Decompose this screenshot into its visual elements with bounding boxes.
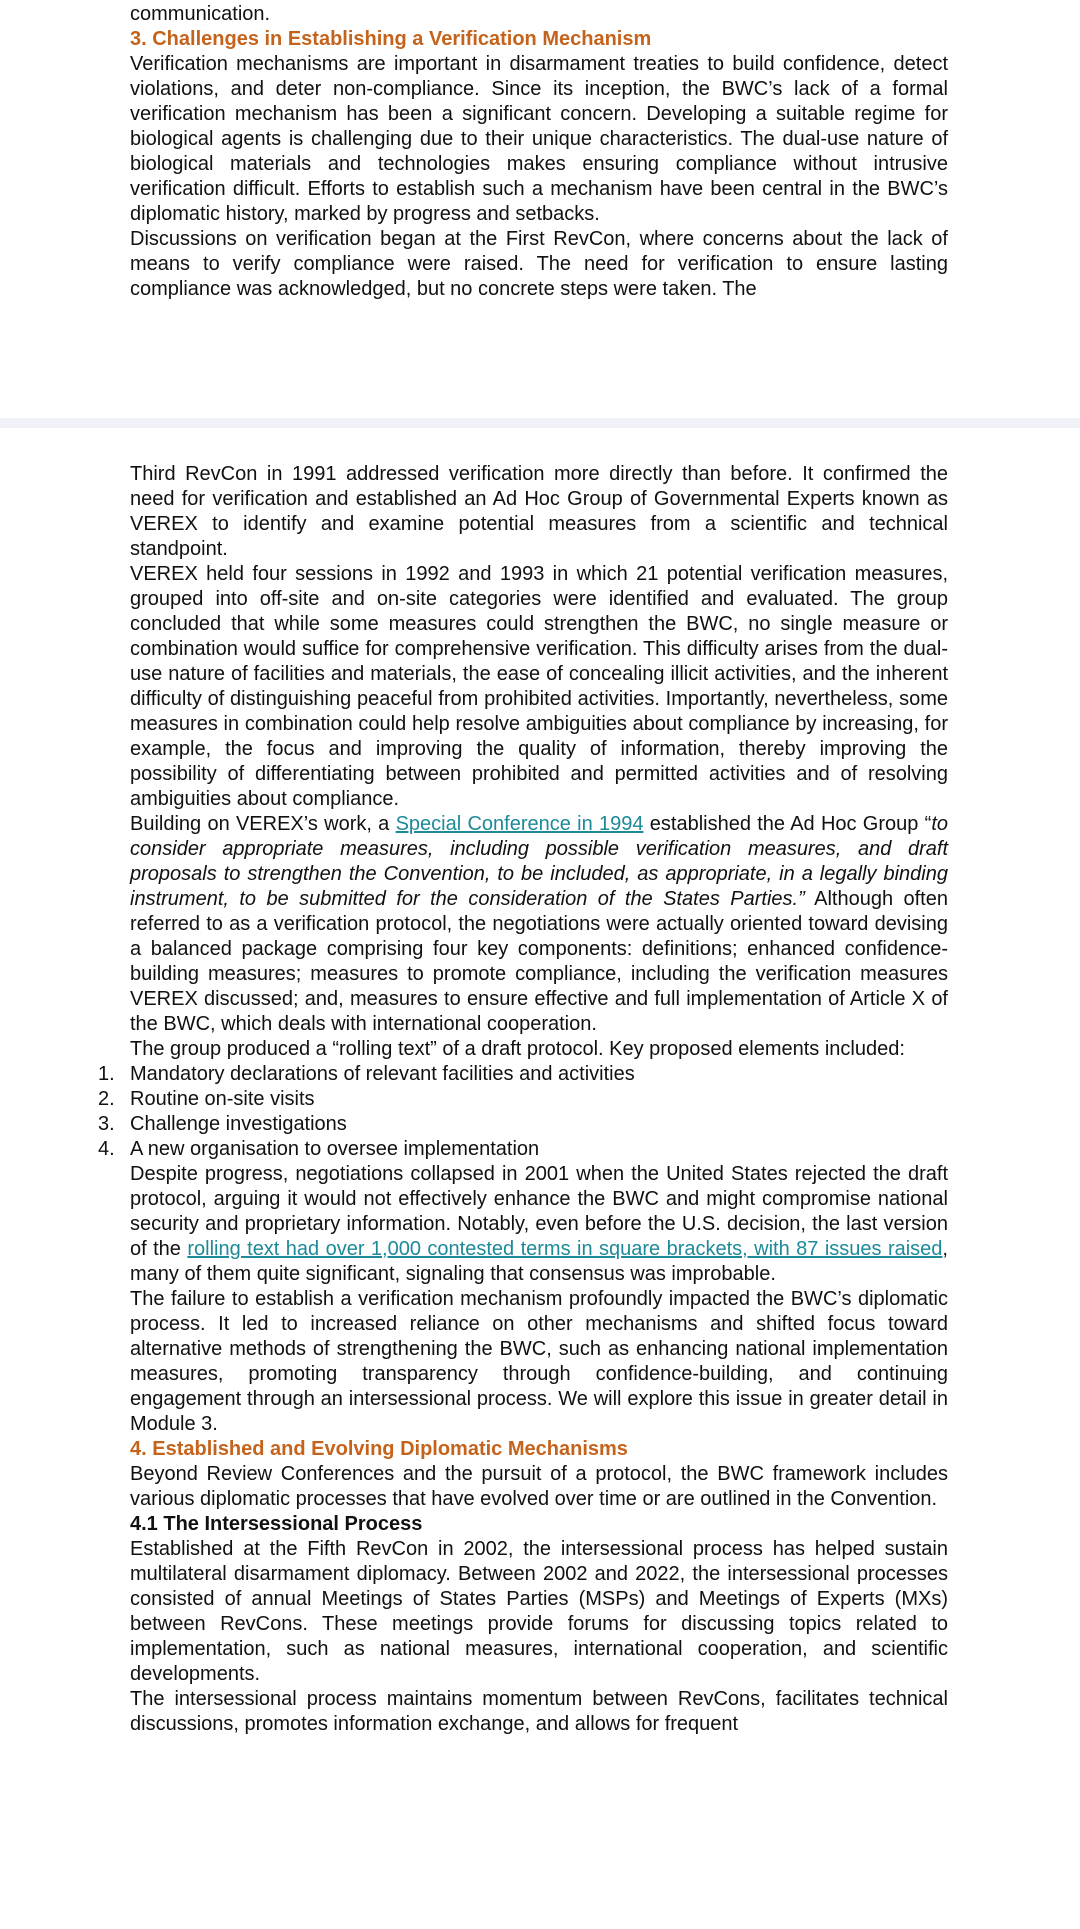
text: Although often referred to as a verification protocol, the negotiations were actually oriented toward devising a balanced package comprising four key components: definitions; enhanced confidence-building measures; measures to promote compliance, including the verification measures VEREX discussed; and, measures to ensure effective and full implementation of Article X of the BWC, which deals with international cooperation. (130, 888, 948, 1035)
paragraph: The intersessional process maintains momentum between RevCons, facilitates technical discussions, promotes information exchange, and allows for frequent (130, 1688, 948, 1735)
subsection-heading-4-1: 4.1 The Intersessional Process (130, 1513, 423, 1535)
page-2-content (98, 462, 948, 1737)
list-item (98, 1087, 948, 1112)
section-heading-4: 4. Established and Evolving Diplomatic Mechanisms (130, 1438, 628, 1460)
list-number: 4. (98, 1138, 115, 1160)
rolling-text-link[interactable]: rolling text had over 1,000 contested terms in square brackets, with 87 issues raised (187, 1238, 943, 1260)
document-page-2 (0, 428, 1080, 1929)
list-text: A new organisation to oversee implementation (130, 1138, 540, 1160)
paragraph: VEREX held four sessions in 1992 and 1993 in which 21 potential verification measures, grouped into off-site and on-site categories were identified and evaluated. The group concluded that while some measures could strengthen the BWC, no single measure or combination would suffice for comprehensive verification. This difficulty arises from the dual-use nature of facilities and materials, the ease of concealing illicit activities, and the inherent difficulty of distinguishing peaceful from prohibited activities. Importantly, nevertheless, some measures in combination could help resolve ambiguities about compliance by increasing, for example, the focus and improving the quality of information, thereby improving the possibility of differentiating between prohibited and permitted activities and of resolving ambiguities about compliance. (130, 563, 948, 810)
section-heading-3: 3. Challenges in Establishing a Verification Mechanism (130, 28, 652, 50)
quote: to consider appropriate measures, including possible verification measures, and draft proposals to strengthen the Convention, to be included, as appropriate, in a legally binding instrument, to be submitted for the consideration of the States Parties.” (130, 813, 948, 910)
text: Building on VEREX’s work, a (130, 813, 396, 835)
list-text: Routine on-site visits (130, 1088, 315, 1110)
paragraph: The group produced a “rolling text” of a draft protocol. Key proposed elements included: (130, 1038, 905, 1060)
list-number: 1. (98, 1063, 115, 1085)
text: established the Ad Hoc Group “ (643, 813, 932, 835)
list-item (98, 1137, 948, 1162)
list-item (98, 1112, 948, 1137)
paragraph: Beyond Review Conferences and the pursuit of a protocol, the BWC framework includes various diplomatic processes that have evolved over time or are outlined in the Convention. (130, 1463, 948, 1510)
paragraph: Third RevCon in 1991 addressed verification more directly than before. It confirmed the need for verification and established an Ad Hoc Group of Governmental Experts known as VEREX to identify and examine potential measures from a scientific and technical standpoint. (130, 463, 948, 560)
special-conference-link[interactable]: Special Conference in 1994 (395, 813, 644, 835)
list-text: Mandatory declarations of relevant facilities and activities (130, 1063, 635, 1085)
text: Despite progress, negotiations collapsed in 2001 when the United States rejected the draft protocol, arguing it would not effectively enhance the BWC and might compromise national security and proprietary information. Notably, even before the U.S. decision, the last version of the (130, 1163, 948, 1260)
key-elements-list (98, 1062, 948, 1162)
paragraph: communication. (130, 3, 271, 25)
paragraph (130, 1162, 948, 1287)
list-item (98, 1062, 948, 1087)
page-separator (0, 418, 1080, 428)
list-text: Challenge investigations (130, 1113, 347, 1135)
page-1-content (130, 2, 948, 302)
text: , many of them quite significant, signaling that consensus was improbable. (130, 1238, 948, 1285)
paragraph: Discussions on verification began at the First RevCon, where concerns about the lack of means to verify compliance were raised. The need for verification to ensure lasting compliance was acknowledged, but no concrete steps were taken. The (130, 228, 948, 300)
paragraph: Verification mechanisms are important in disarmament treaties to build confidence, detect violations, and deter non-compliance. Since its inception, the BWC’s lack of a formal verification mechanism has been a significant concern. Developing a suitable regime for biological agents is challenging due to their unique characteristics. The dual-use nature of biological materials and technologies makes ensuring compliance without intrusive verification difficult. Efforts to establish such a mechanism have been central in the BWC’s diplomatic history, marked by progress and setbacks. (130, 53, 948, 225)
paragraph (130, 812, 948, 1037)
list-number: 3. (98, 1113, 115, 1135)
paragraph: Established at the Fifth RevCon in 2002, the intersessional process has helped sustain multilateral disarmament diplomacy. Between 2002 and 2022, the intersessional processes consisted of annual Meetings of States Parties (MSPs) and Meetings of Experts (MXs) between RevCons. These meetings provide forums for discussing topics related to implementation, such as national measures, international cooperation, and scientific developments. (130, 1538, 948, 1685)
list-number: 2. (98, 1088, 115, 1110)
paragraph: The failure to establish a verification mechanism profoundly impacted the BWC’s diplomatic process. It led to increased reliance on other mechanisms and shifted focus toward alternative methods of strengthening the BWC, such as enhancing national implementation measures, promoting transparency through confidence-building, and continuing engagement through an intersessional process. We will explore this issue in greater detail in Module 3. (130, 1288, 948, 1435)
document-page-1 (0, 0, 1080, 418)
